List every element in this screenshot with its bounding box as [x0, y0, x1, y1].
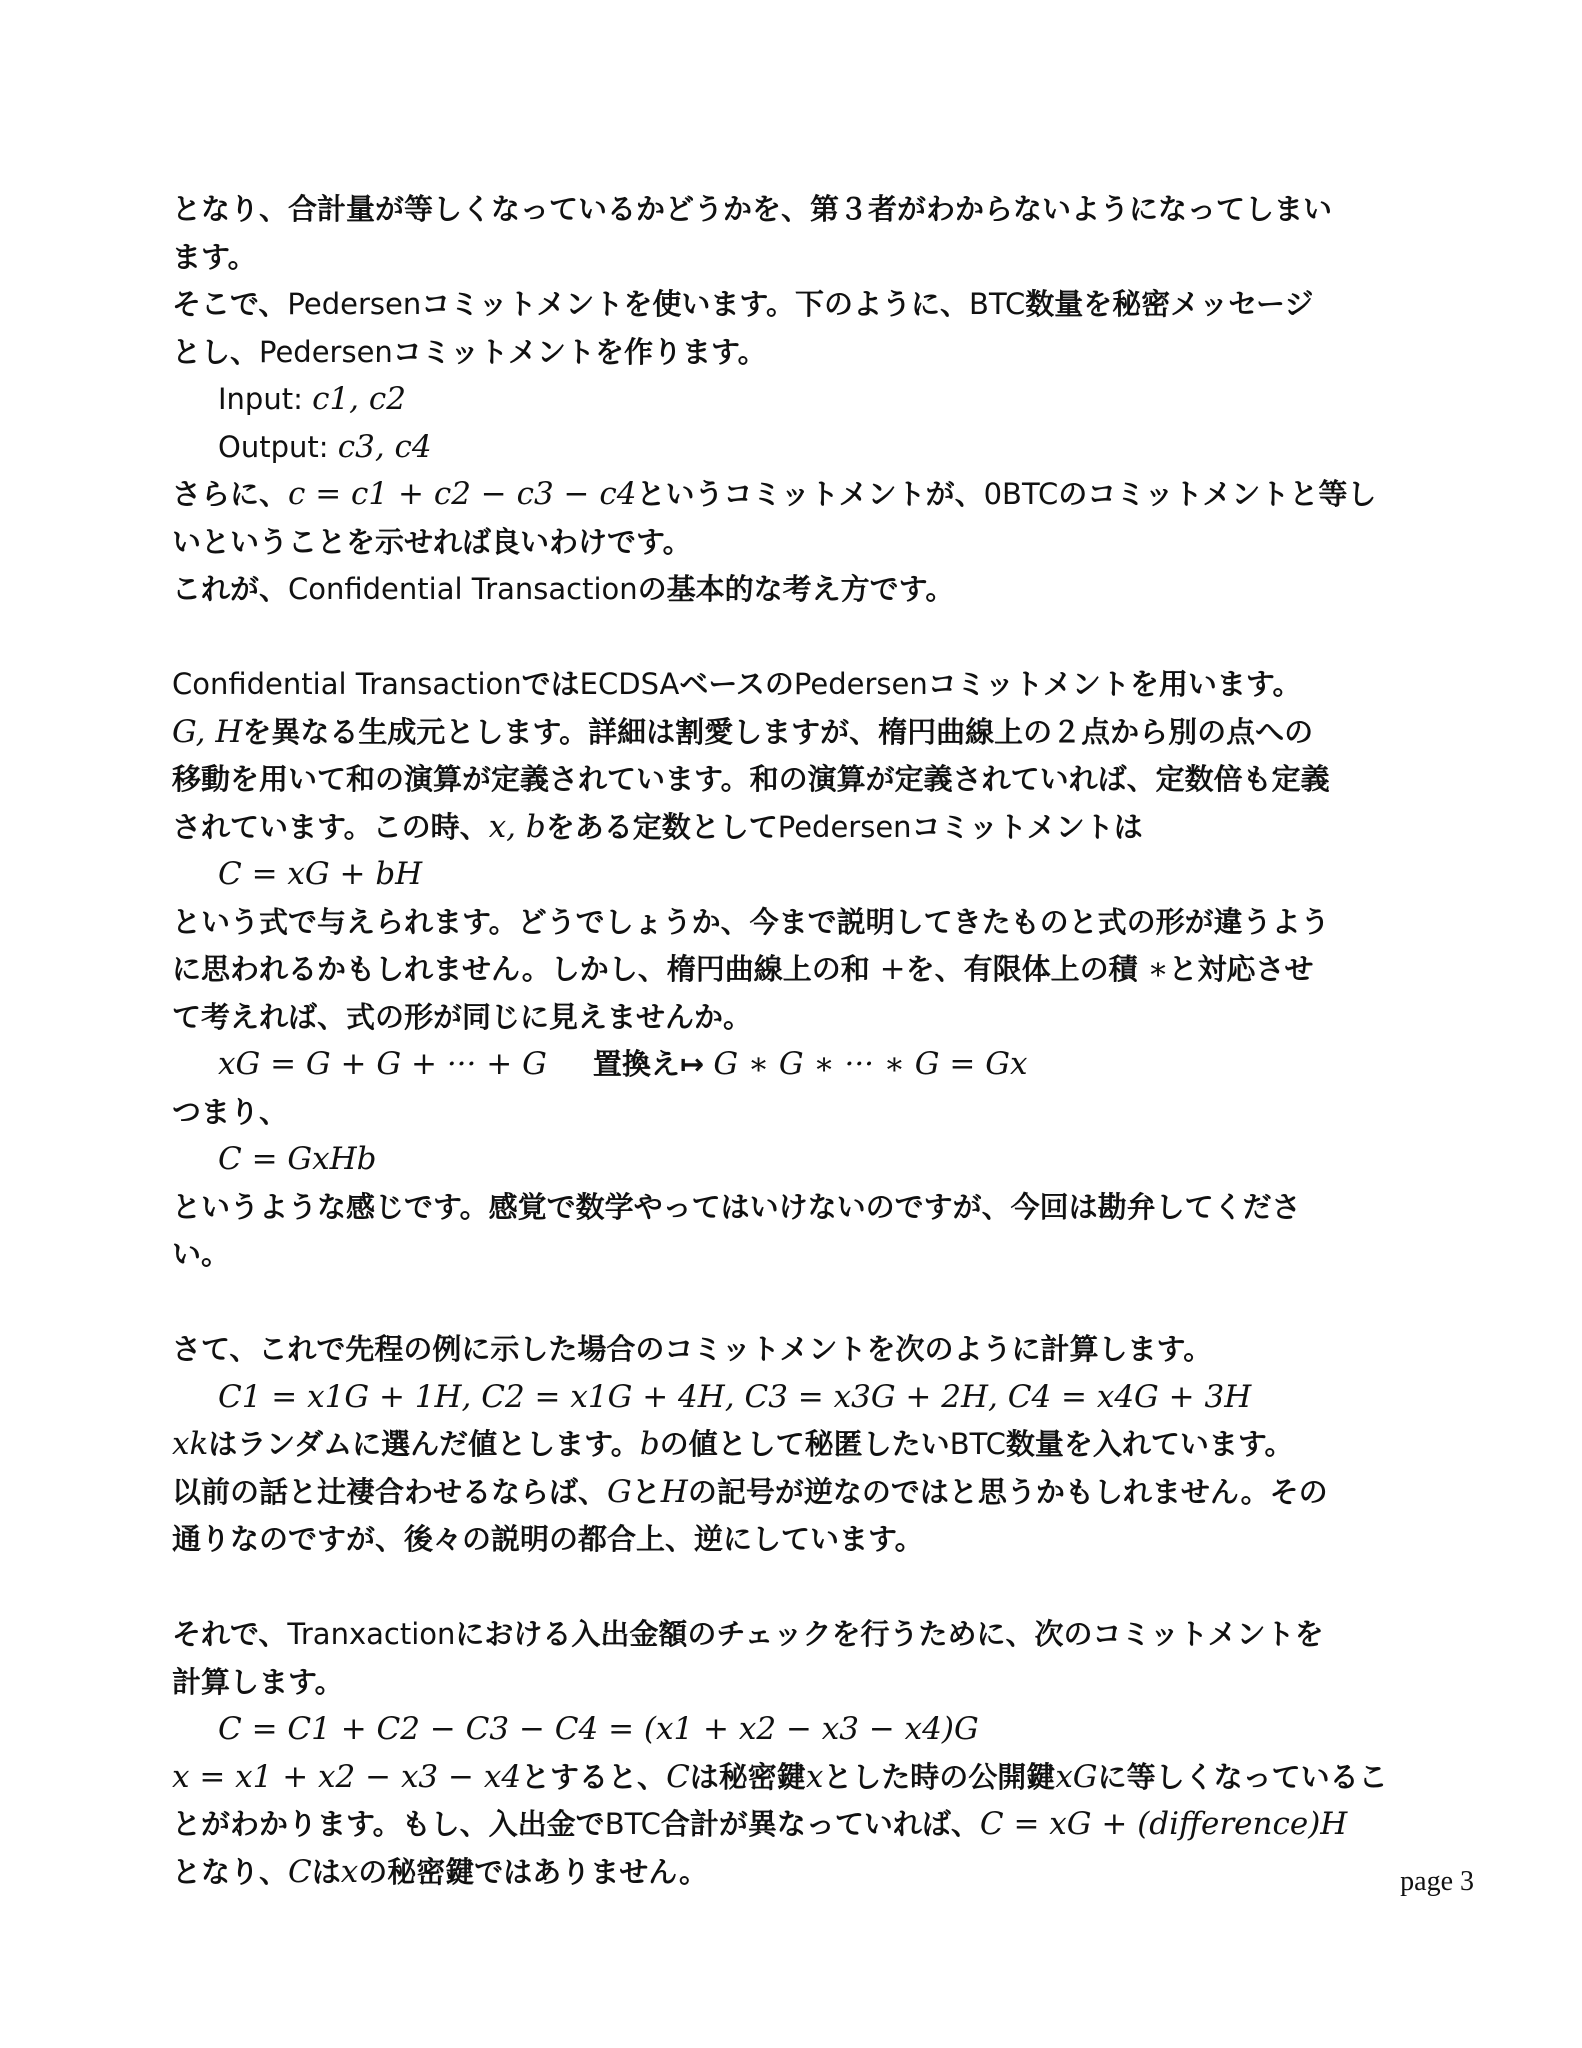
- math-expression: x = x1 + x2 − x3 − x4: [172, 1758, 522, 1795]
- paragraph-gap: [172, 1564, 1422, 1612]
- math-formula: C = GxHb: [218, 1141, 377, 1177]
- text-line: [172, 804, 1422, 852]
- math-expression: xG: [1055, 1758, 1098, 1795]
- text-line: [172, 566, 1422, 614]
- text: となり、: [172, 1854, 289, 1889]
- math-formula: C = xG + (difference)H: [979, 1806, 1348, 1842]
- text: ます。: [172, 239, 257, 274]
- latin-text: Confidential Transaction: [172, 667, 522, 701]
- text: ベースの: [679, 667, 794, 701]
- math-expression: c3, c4: [337, 428, 432, 465]
- math-symbol: +: [869, 951, 906, 987]
- latin-text: Pedersen: [259, 334, 393, 369]
- formula-line: [172, 1136, 1422, 1184]
- text-line: [172, 1089, 1422, 1137]
- text-line: [172, 756, 1422, 804]
- math-expression: C: [666, 1758, 690, 1795]
- text-line: [172, 1326, 1422, 1374]
- text-line: [172, 1611, 1422, 1659]
- text-line: [172, 1231, 1422, 1279]
- text-line: [172, 1184, 1422, 1232]
- text-line: [172, 994, 1422, 1042]
- formula-line: [172, 1041, 1422, 1089]
- text: 計算します。: [172, 1664, 344, 1699]
- text: コミットメントを作ります。: [392, 334, 767, 369]
- text: を、有限体上の積: [905, 952, 1138, 986]
- formula-line: [172, 1374, 1422, 1422]
- page-number: page 3: [1400, 1866, 1474, 1897]
- text: コミットメントを用います。: [927, 667, 1302, 701]
- math-expression: x, b: [488, 808, 546, 845]
- text: さらに、: [172, 477, 289, 511]
- latin-text: Confidential Transaction: [288, 572, 638, 606]
- text-line: [172, 1801, 1422, 1849]
- paragraph-gap: [172, 1279, 1422, 1327]
- text-line: [172, 471, 1422, 519]
- text: のコミットメントと等し: [1058, 477, 1377, 511]
- text: それで、: [172, 1617, 288, 1651]
- text: では: [521, 667, 580, 701]
- output-line: [172, 424, 1422, 472]
- text: というような感じです。感覚で数学やってはいけないのですが、今回は勘弁してくださ: [172, 1189, 1301, 1224]
- text-line: [172, 1421, 1422, 1469]
- document-body: [172, 186, 1422, 1896]
- formula-line: [172, 851, 1422, 899]
- text: 合計が異なっていれば、: [660, 1807, 980, 1841]
- text-line: [172, 519, 1422, 567]
- latin-text: Pedersen: [777, 809, 912, 844]
- text: と: [631, 1474, 661, 1509]
- text: 数量を入れています。: [1005, 1427, 1294, 1461]
- text: はランダムに選んだ値とします。: [208, 1427, 640, 1461]
- text: を異なる生成元とします。詳細は割愛しますが、楕円曲線上の２点から別の点への: [242, 714, 1314, 749]
- latin-text: Pedersen: [287, 287, 422, 321]
- output-label: Output:: [218, 429, 329, 464]
- text: と対応させ: [1168, 952, 1314, 986]
- text-line: [172, 234, 1422, 282]
- text: とした時の公開鍵: [823, 1759, 1056, 1794]
- math-expression: x: [340, 1853, 359, 1890]
- text: となり、合計量が等しくなっているかどうかを、第３者がわからないようになってしまい: [172, 192, 1333, 226]
- text: の記号が逆なのではと思うかもしれません。その: [687, 1474, 1328, 1509]
- text-line: [172, 329, 1422, 377]
- text: というコミットメントが、: [636, 477, 984, 511]
- text-line: [172, 1659, 1422, 1707]
- text-line: [172, 186, 1422, 234]
- text: これが、: [172, 572, 289, 606]
- math-expression: G, H: [172, 713, 243, 750]
- text: そこで、: [172, 287, 288, 321]
- text: とがわかります。もし、入出金で: [172, 1807, 605, 1841]
- math-expression: c = c1 + c2 − c3 − c4: [288, 476, 637, 512]
- math-expression: G: [607, 1473, 632, 1510]
- latin-text: Pedersen: [793, 667, 928, 701]
- text: とすると、: [521, 1759, 667, 1794]
- text: 移動を用いて和の演算が定義されています。和の演算が定義されていれば、定数倍も定義: [172, 762, 1330, 796]
- latin-text: BTC: [604, 1807, 661, 1841]
- text-line: [172, 661, 1422, 709]
- text: の秘密鍵ではありません。: [358, 1854, 708, 1889]
- text-line: [172, 946, 1422, 994]
- text: に思われるかもしれません。しかし、楕円曲線上の和: [172, 952, 870, 986]
- text-line: [172, 281, 1422, 329]
- math-expression: b: [639, 1426, 660, 1462]
- math-expression: xk: [172, 1426, 209, 1462]
- text: コミットメントを使います。下のように、: [421, 287, 970, 321]
- text: て考えれば、式の形が同じに見えませんか。: [172, 999, 753, 1034]
- text: は: [311, 1854, 341, 1889]
- text: コミットメントは: [911, 809, 1143, 844]
- text-line: [172, 1849, 1422, 1897]
- text: 置換え↦: [592, 1047, 705, 1081]
- text-line: [172, 899, 1422, 947]
- math-formula: C = C1 + C2 − C3 − C4 = (x1 + x2 − x3 − x4)G: [218, 1711, 979, 1747]
- math-formula: G ∗ G ∗ ··· ∗ G = Gx: [713, 1046, 1028, 1082]
- paragraph-gap: [172, 614, 1422, 662]
- math-formula: xG = G + G + ··· + G: [218, 1046, 547, 1082]
- text: に等しくなっているこ: [1097, 1759, 1388, 1794]
- math-expression: C: [288, 1853, 312, 1890]
- math-formula: C1 = x1G + 1H, C2 = x1G + 4H, C3 = x3G + 2H, C4 = x4G + 3H: [218, 1378, 1252, 1415]
- math-formula: C = xG + bH: [218, 856, 423, 892]
- text: をある定数として: [545, 809, 778, 844]
- text-line: [172, 1516, 1422, 1564]
- text: 通りなのですが、後々の説明の都合上、逆にしています。: [172, 1522, 924, 1556]
- text: 以前の話と辻褄合わせるならば、: [172, 1474, 608, 1509]
- input-label: Input:: [218, 382, 303, 416]
- text: という式で与えられます。どうでしょうか、今まで説明してきたものと式の形が違うよう: [172, 904, 1330, 939]
- text: は秘密鍵: [689, 1759, 806, 1794]
- text-line: [172, 1469, 1422, 1517]
- text: いということを示せれば良いわけです。: [172, 524, 692, 559]
- latin-text: Tranxaction: [287, 1617, 456, 1651]
- text: の基本的な考え方です。: [637, 572, 955, 606]
- input-line: [172, 376, 1422, 424]
- math-expression: c1, c2: [312, 381, 406, 417]
- text: とし、: [172, 334, 260, 369]
- text: 数量を秘密メッセージ: [1025, 287, 1314, 321]
- math-expression: H: [660, 1473, 688, 1510]
- formula-line: [172, 1706, 1422, 1754]
- math-expression: x: [805, 1758, 824, 1795]
- text: つまり、: [172, 1094, 289, 1129]
- latin-text: BTC: [969, 287, 1026, 321]
- latin-text: BTC: [949, 1427, 1006, 1461]
- text: の値として秘匿したい: [659, 1427, 950, 1461]
- latin-text: 0BTC: [983, 477, 1059, 511]
- text: における入出金額のチェックを行うために、次のコミットメントを: [455, 1617, 1324, 1651]
- text-line: [172, 1754, 1422, 1802]
- text: い。: [172, 1237, 231, 1271]
- text: されています。この時、: [172, 809, 489, 844]
- text: さて、これで先程の例に示した場合のコミットメントを次のように計算します。: [172, 1332, 1213, 1366]
- latin-text: ECDSA: [579, 667, 680, 701]
- math-symbol: ∗: [1137, 951, 1169, 987]
- text-line: [172, 709, 1422, 757]
